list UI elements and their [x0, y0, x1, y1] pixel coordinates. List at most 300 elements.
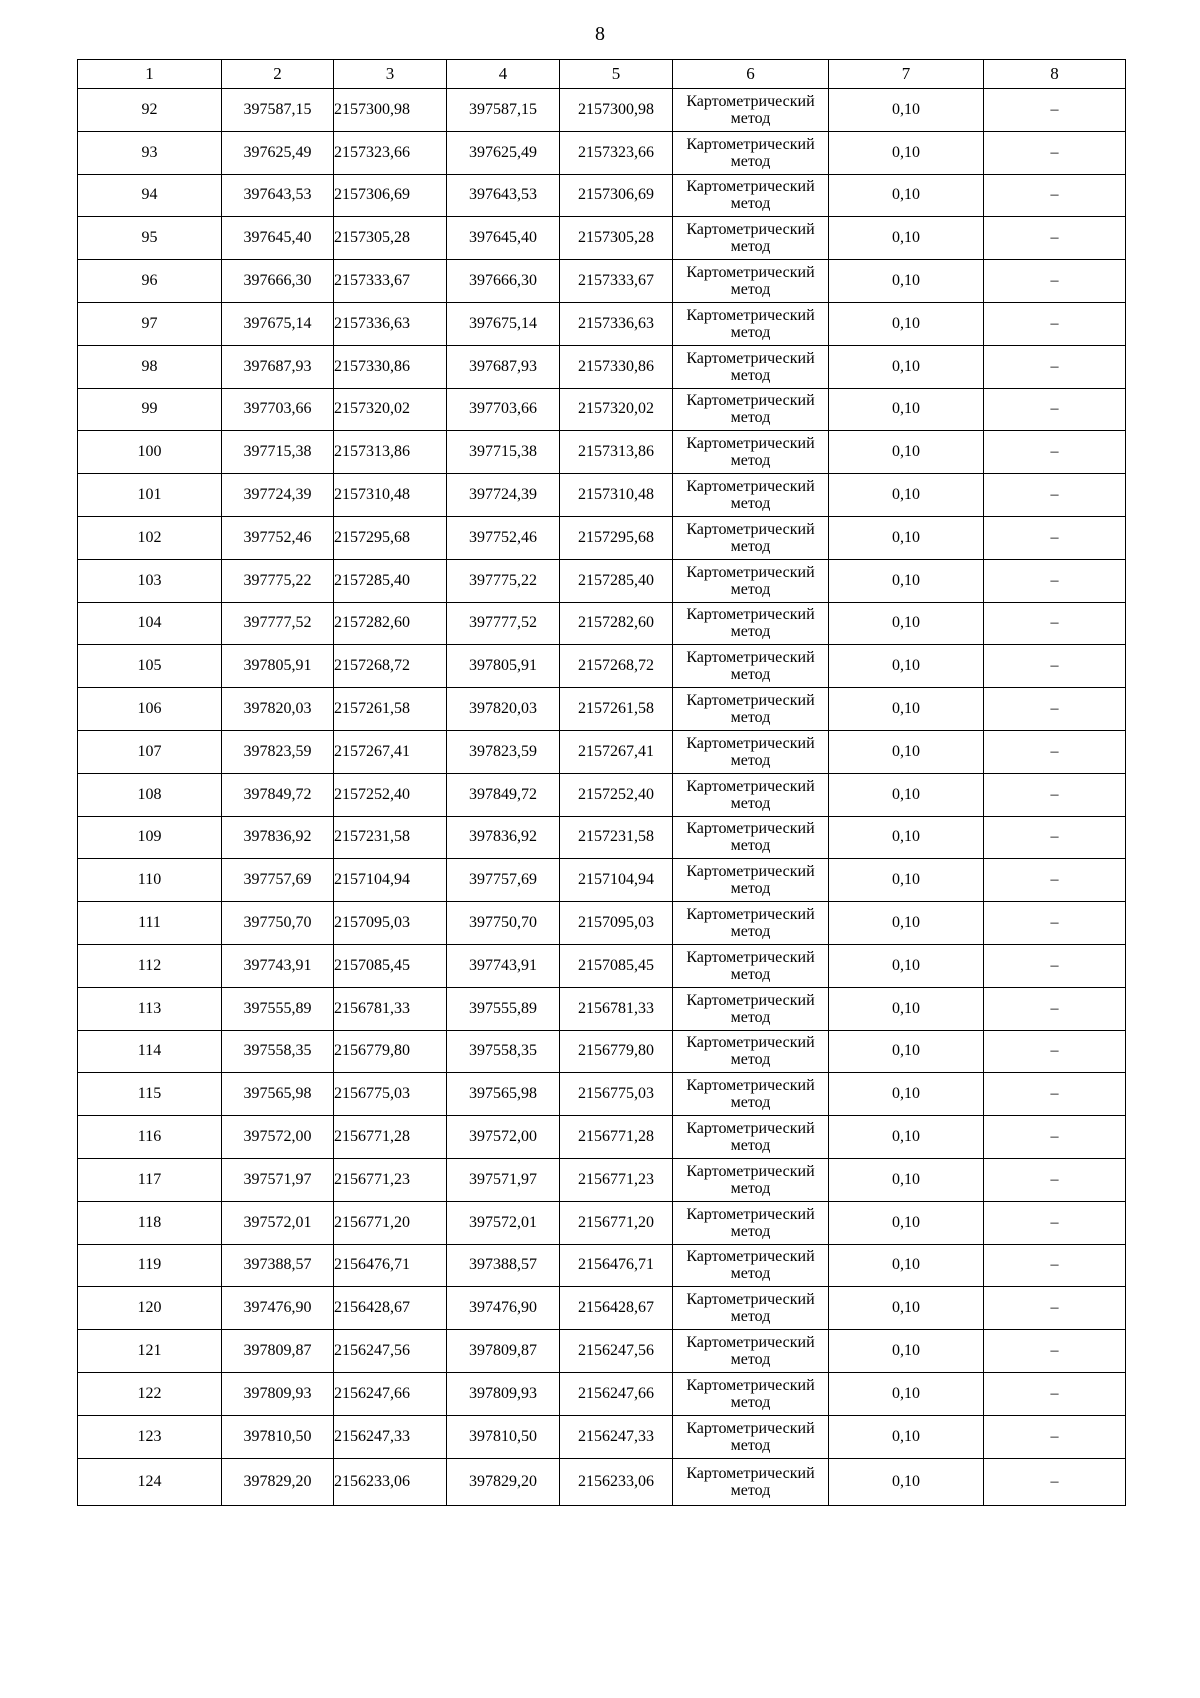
y-coordinate-cell: 2156428,67 [560, 1287, 673, 1330]
x-coordinate-cell: 397572,00 [447, 1116, 560, 1159]
header-row [78, 60, 1126, 89]
table-row [78, 902, 1126, 945]
accuracy-cell: 0,10 [829, 1244, 984, 1287]
table-row [78, 1458, 1126, 1505]
y-coordinate-cell: 2156781,33 [334, 987, 447, 1030]
y-coordinate-cell: 2157310,48 [334, 474, 447, 517]
method-cell: Картометрический метод [673, 1415, 829, 1458]
accuracy-cell: 0,10 [829, 902, 984, 945]
y-coordinate-cell: 2156771,20 [560, 1201, 673, 1244]
table-row [78, 217, 1126, 260]
x-coordinate-cell: 397750,70 [447, 902, 560, 945]
x-coordinate-cell: 397645,40 [222, 217, 334, 260]
x-coordinate-cell: 397823,59 [222, 730, 334, 773]
note-cell: – [984, 1201, 1126, 1244]
x-coordinate-cell: 397558,35 [222, 1030, 334, 1073]
table-row [78, 388, 1126, 431]
y-coordinate-cell: 2157285,40 [334, 559, 447, 602]
y-coordinate-cell: 2157231,58 [560, 816, 673, 859]
y-coordinate-cell: 2156247,66 [334, 1372, 447, 1415]
y-coordinate-cell: 2157320,02 [334, 388, 447, 431]
y-coordinate-cell: 2156771,28 [334, 1116, 447, 1159]
y-coordinate-cell: 2156233,06 [334, 1458, 447, 1505]
x-coordinate-cell: 397757,69 [222, 859, 334, 902]
table-row [78, 1287, 1126, 1330]
accuracy-cell: 0,10 [829, 131, 984, 174]
accuracy-cell: 0,10 [829, 987, 984, 1030]
point-number-cell: 122 [78, 1372, 222, 1415]
x-coordinate-cell: 397476,90 [222, 1287, 334, 1330]
method-cell: Картометрический метод [673, 1073, 829, 1116]
point-number-cell: 104 [78, 602, 222, 645]
x-coordinate-cell: 397572,00 [222, 1116, 334, 1159]
y-coordinate-cell: 2157305,28 [334, 217, 447, 260]
point-number-cell: 93 [78, 131, 222, 174]
x-coordinate-cell: 397643,53 [447, 174, 560, 217]
point-number-cell: 105 [78, 645, 222, 688]
note-cell: – [984, 388, 1126, 431]
table-row [78, 559, 1126, 602]
x-coordinate-cell: 397809,87 [447, 1330, 560, 1373]
table-row [78, 474, 1126, 517]
accuracy-cell: 0,10 [829, 1287, 984, 1330]
column-header: 7 [829, 60, 984, 89]
x-coordinate-cell: 397724,39 [447, 474, 560, 517]
method-cell: Картометрический метод [673, 1287, 829, 1330]
method-cell: Картометрический метод [673, 174, 829, 217]
y-coordinate-cell: 2157268,72 [560, 645, 673, 688]
point-number-cell: 116 [78, 1116, 222, 1159]
method-cell: Картометрический метод [673, 474, 829, 517]
method-cell: Картометрический метод [673, 1116, 829, 1159]
note-cell: – [984, 345, 1126, 388]
note-cell: – [984, 1244, 1126, 1287]
method-cell: Картометрический метод [673, 516, 829, 559]
x-coordinate-cell: 397805,91 [447, 645, 560, 688]
table-row [78, 1158, 1126, 1201]
note-cell: – [984, 944, 1126, 987]
point-number-cell: 123 [78, 1415, 222, 1458]
x-coordinate-cell: 397675,14 [447, 302, 560, 345]
y-coordinate-cell: 2157261,58 [560, 688, 673, 731]
y-coordinate-cell: 2157085,45 [334, 944, 447, 987]
x-coordinate-cell: 397625,49 [447, 131, 560, 174]
note-cell: – [984, 1287, 1126, 1330]
x-coordinate-cell: 397476,90 [447, 1287, 560, 1330]
method-cell: Картометрический метод [673, 1372, 829, 1415]
method-cell: Картометрический метод [673, 89, 829, 132]
accuracy-cell: 0,10 [829, 431, 984, 474]
accuracy-cell: 0,10 [829, 474, 984, 517]
x-coordinate-cell: 397777,52 [222, 602, 334, 645]
method-cell: Картометрический метод [673, 688, 829, 731]
accuracy-cell: 0,10 [829, 730, 984, 773]
method-cell: Картометрический метод [673, 1158, 829, 1201]
x-coordinate-cell: 397743,91 [447, 944, 560, 987]
table-row [78, 773, 1126, 816]
y-coordinate-cell: 2156247,56 [334, 1330, 447, 1373]
point-number-cell: 96 [78, 260, 222, 303]
y-coordinate-cell: 2156771,20 [334, 1201, 447, 1244]
table-row [78, 1201, 1126, 1244]
table-row [78, 944, 1126, 987]
method-cell: Картометрический метод [673, 1458, 829, 1505]
x-coordinate-cell: 397625,49 [222, 131, 334, 174]
accuracy-cell: 0,10 [829, 1372, 984, 1415]
note-cell: – [984, 902, 1126, 945]
accuracy-cell: 0,10 [829, 602, 984, 645]
x-coordinate-cell: 397820,03 [222, 688, 334, 731]
x-coordinate-cell: 397555,89 [222, 987, 334, 1030]
point-number-cell: 120 [78, 1287, 222, 1330]
y-coordinate-cell: 2157252,40 [560, 773, 673, 816]
point-number-cell: 98 [78, 345, 222, 388]
point-number-cell: 94 [78, 174, 222, 217]
method-cell: Картометрический метод [673, 1244, 829, 1287]
x-coordinate-cell: 397809,87 [222, 1330, 334, 1373]
note-cell: – [984, 302, 1126, 345]
method-cell: Картометрический метод [673, 730, 829, 773]
table-row [78, 1030, 1126, 1073]
point-number-cell: 113 [78, 987, 222, 1030]
y-coordinate-cell: 2157261,58 [334, 688, 447, 731]
point-number-cell: 117 [78, 1158, 222, 1201]
accuracy-cell: 0,10 [829, 345, 984, 388]
accuracy-cell: 0,10 [829, 559, 984, 602]
x-coordinate-cell: 397809,93 [447, 1372, 560, 1415]
method-cell: Картометрический метод [673, 902, 829, 945]
point-number-cell: 106 [78, 688, 222, 731]
x-coordinate-cell: 397775,22 [447, 559, 560, 602]
method-cell: Картометрический метод [673, 345, 829, 388]
x-coordinate-cell: 397820,03 [447, 688, 560, 731]
point-number-cell: 107 [78, 730, 222, 773]
point-number-cell: 109 [78, 816, 222, 859]
note-cell: – [984, 89, 1126, 132]
y-coordinate-cell: 2157306,69 [334, 174, 447, 217]
accuracy-cell: 0,10 [829, 1030, 984, 1073]
accuracy-cell: 0,10 [829, 1201, 984, 1244]
table-row [78, 345, 1126, 388]
x-coordinate-cell: 397809,93 [222, 1372, 334, 1415]
x-coordinate-cell: 397849,72 [447, 773, 560, 816]
point-number-cell: 119 [78, 1244, 222, 1287]
y-coordinate-cell: 2157282,60 [560, 602, 673, 645]
note-cell: – [984, 516, 1126, 559]
method-cell: Картометрический метод [673, 987, 829, 1030]
point-number-cell: 92 [78, 89, 222, 132]
y-coordinate-cell: 2157300,98 [334, 89, 447, 132]
y-coordinate-cell: 2157095,03 [560, 902, 673, 945]
column-header: 8 [984, 60, 1126, 89]
table-row [78, 1372, 1126, 1415]
x-coordinate-cell: 397724,39 [222, 474, 334, 517]
table-row [78, 516, 1126, 559]
method-cell: Картометрический метод [673, 131, 829, 174]
point-number-cell: 99 [78, 388, 222, 431]
y-coordinate-cell: 2157330,86 [334, 345, 447, 388]
x-coordinate-cell: 397743,91 [222, 944, 334, 987]
x-coordinate-cell: 397687,93 [222, 345, 334, 388]
column-header: 6 [673, 60, 829, 89]
y-coordinate-cell: 2157085,45 [560, 944, 673, 987]
x-coordinate-cell: 397757,69 [447, 859, 560, 902]
x-coordinate-cell: 397388,57 [222, 1244, 334, 1287]
note-cell: – [984, 1415, 1126, 1458]
table-row [78, 602, 1126, 645]
y-coordinate-cell: 2157300,98 [560, 89, 673, 132]
y-coordinate-cell: 2157336,63 [560, 302, 673, 345]
x-coordinate-cell: 397750,70 [222, 902, 334, 945]
note-cell: – [984, 688, 1126, 731]
x-coordinate-cell: 397703,66 [222, 388, 334, 431]
method-cell: Картометрический метод [673, 260, 829, 303]
table-row [78, 816, 1126, 859]
x-coordinate-cell: 397666,30 [222, 260, 334, 303]
accuracy-cell: 0,10 [829, 859, 984, 902]
note-cell: – [984, 1116, 1126, 1159]
y-coordinate-cell: 2156775,03 [334, 1073, 447, 1116]
method-cell: Картометрический метод [673, 431, 829, 474]
y-coordinate-cell: 2157231,58 [334, 816, 447, 859]
x-coordinate-cell: 397666,30 [447, 260, 560, 303]
x-coordinate-cell: 397836,92 [447, 816, 560, 859]
note-cell: – [984, 131, 1126, 174]
y-coordinate-cell: 2157104,94 [334, 859, 447, 902]
y-coordinate-cell: 2156779,80 [560, 1030, 673, 1073]
table-row [78, 645, 1126, 688]
x-coordinate-cell: 397810,50 [222, 1415, 334, 1458]
x-coordinate-cell: 397823,59 [447, 730, 560, 773]
page-number: 8 [595, 23, 605, 45]
x-coordinate-cell: 397849,72 [222, 773, 334, 816]
point-number-cell: 95 [78, 217, 222, 260]
x-coordinate-cell: 397571,97 [222, 1158, 334, 1201]
accuracy-cell: 0,10 [829, 260, 984, 303]
method-cell: Картометрический метод [673, 1030, 829, 1073]
y-coordinate-cell: 2157323,66 [560, 131, 673, 174]
y-coordinate-cell: 2157295,68 [560, 516, 673, 559]
note-cell: – [984, 217, 1126, 260]
y-coordinate-cell: 2156476,71 [334, 1244, 447, 1287]
column-header: 3 [334, 60, 447, 89]
table-row [78, 987, 1126, 1030]
point-number-cell: 124 [78, 1458, 222, 1505]
x-coordinate-cell: 397555,89 [447, 987, 560, 1030]
note-cell: – [984, 602, 1126, 645]
y-coordinate-cell: 2156233,06 [560, 1458, 673, 1505]
y-coordinate-cell: 2157323,66 [334, 131, 447, 174]
x-coordinate-cell: 397829,20 [222, 1458, 334, 1505]
method-cell: Картометрический метод [673, 217, 829, 260]
accuracy-cell: 0,10 [829, 688, 984, 731]
table-row [78, 431, 1126, 474]
method-cell: Картометрический метод [673, 944, 829, 987]
note-cell: – [984, 174, 1126, 217]
y-coordinate-cell: 2157268,72 [334, 645, 447, 688]
table-row [78, 131, 1126, 174]
table-row [78, 1116, 1126, 1159]
point-number-cell: 114 [78, 1030, 222, 1073]
accuracy-cell: 0,10 [829, 645, 984, 688]
x-coordinate-cell: 397752,46 [222, 516, 334, 559]
x-coordinate-cell: 397587,15 [447, 89, 560, 132]
accuracy-cell: 0,10 [829, 174, 984, 217]
y-coordinate-cell: 2157305,28 [560, 217, 673, 260]
accuracy-cell: 0,10 [829, 516, 984, 559]
y-coordinate-cell: 2156247,33 [334, 1415, 447, 1458]
table-row [78, 1330, 1126, 1373]
y-coordinate-cell: 2157252,40 [334, 773, 447, 816]
x-coordinate-cell: 397777,52 [447, 602, 560, 645]
x-coordinate-cell: 397805,91 [222, 645, 334, 688]
method-cell: Картометрический метод [673, 388, 829, 431]
y-coordinate-cell: 2156428,67 [334, 1287, 447, 1330]
y-coordinate-cell: 2156247,33 [560, 1415, 673, 1458]
point-number-cell: 112 [78, 944, 222, 987]
note-cell: – [984, 816, 1126, 859]
table-row [78, 174, 1126, 217]
column-header: 2 [222, 60, 334, 89]
method-cell: Картометрический метод [673, 559, 829, 602]
note-cell: – [984, 730, 1126, 773]
accuracy-cell: 0,10 [829, 1330, 984, 1373]
x-coordinate-cell: 397675,14 [222, 302, 334, 345]
note-cell: – [984, 645, 1126, 688]
note-cell: – [984, 859, 1126, 902]
note-cell: – [984, 260, 1126, 303]
y-coordinate-cell: 2157282,60 [334, 602, 447, 645]
point-number-cell: 100 [78, 431, 222, 474]
x-coordinate-cell: 397829,20 [447, 1458, 560, 1505]
x-coordinate-cell: 397645,40 [447, 217, 560, 260]
x-coordinate-cell: 397558,35 [447, 1030, 560, 1073]
note-cell: – [984, 1372, 1126, 1415]
y-coordinate-cell: 2157295,68 [334, 516, 447, 559]
point-number-cell: 102 [78, 516, 222, 559]
accuracy-cell: 0,10 [829, 1415, 984, 1458]
table-row [78, 260, 1126, 303]
y-coordinate-cell: 2156247,56 [560, 1330, 673, 1373]
method-cell: Картометрический метод [673, 1330, 829, 1373]
point-number-cell: 115 [78, 1073, 222, 1116]
point-number-cell: 97 [78, 302, 222, 345]
x-coordinate-cell: 397572,01 [447, 1201, 560, 1244]
x-coordinate-cell: 397703,66 [447, 388, 560, 431]
y-coordinate-cell: 2157267,41 [560, 730, 673, 773]
x-coordinate-cell: 397565,98 [447, 1073, 560, 1116]
point-number-cell: 110 [78, 859, 222, 902]
method-cell: Картометрический метод [673, 859, 829, 902]
method-cell: Картометрический метод [673, 645, 829, 688]
x-coordinate-cell: 397643,53 [222, 174, 334, 217]
table-row [78, 1073, 1126, 1116]
accuracy-cell: 0,10 [829, 944, 984, 987]
x-coordinate-cell: 397810,50 [447, 1415, 560, 1458]
x-coordinate-cell: 397571,97 [447, 1158, 560, 1201]
x-coordinate-cell: 397587,15 [222, 89, 334, 132]
accuracy-cell: 0,10 [829, 1073, 984, 1116]
x-coordinate-cell: 397687,93 [447, 345, 560, 388]
accuracy-cell: 0,10 [829, 773, 984, 816]
note-cell: – [984, 773, 1126, 816]
point-number-cell: 101 [78, 474, 222, 517]
note-cell: – [984, 1330, 1126, 1373]
y-coordinate-cell: 2156779,80 [334, 1030, 447, 1073]
note-cell: – [984, 431, 1126, 474]
table-row [78, 730, 1126, 773]
point-number-cell: 103 [78, 559, 222, 602]
method-cell: Картометрический метод [673, 602, 829, 645]
y-coordinate-cell: 2157267,41 [334, 730, 447, 773]
y-coordinate-cell: 2156771,23 [334, 1158, 447, 1201]
note-cell: – [984, 474, 1126, 517]
table-row [78, 89, 1126, 132]
y-coordinate-cell: 2157313,86 [560, 431, 673, 474]
accuracy-cell: 0,10 [829, 217, 984, 260]
accuracy-cell: 0,10 [829, 89, 984, 132]
y-coordinate-cell: 2157285,40 [560, 559, 673, 602]
column-header: 5 [560, 60, 673, 89]
note-cell: – [984, 1458, 1126, 1505]
x-coordinate-cell: 397752,46 [447, 516, 560, 559]
table-row [78, 859, 1126, 902]
y-coordinate-cell: 2156476,71 [560, 1244, 673, 1287]
accuracy-cell: 0,10 [829, 388, 984, 431]
y-coordinate-cell: 2156781,33 [560, 987, 673, 1030]
x-coordinate-cell: 397565,98 [222, 1073, 334, 1116]
x-coordinate-cell: 397775,22 [222, 559, 334, 602]
x-coordinate-cell: 397572,01 [222, 1201, 334, 1244]
point-number-cell: 118 [78, 1201, 222, 1244]
note-cell: – [984, 987, 1126, 1030]
y-coordinate-cell: 2157330,86 [560, 345, 673, 388]
y-coordinate-cell: 2157320,02 [560, 388, 673, 431]
y-coordinate-cell: 2156771,28 [560, 1116, 673, 1159]
column-header: 1 [78, 60, 222, 89]
note-cell: – [984, 1030, 1126, 1073]
y-coordinate-cell: 2157095,03 [334, 902, 447, 945]
y-coordinate-cell: 2156771,23 [560, 1158, 673, 1201]
method-cell: Картометрический метод [673, 302, 829, 345]
y-coordinate-cell: 2157306,69 [560, 174, 673, 217]
y-coordinate-cell: 2156775,03 [560, 1073, 673, 1116]
column-header: 4 [447, 60, 560, 89]
x-coordinate-cell: 397836,92 [222, 816, 334, 859]
accuracy-cell: 0,10 [829, 302, 984, 345]
table-row [78, 1244, 1126, 1287]
y-coordinate-cell: 2157336,63 [334, 302, 447, 345]
method-cell: Картометрический метод [673, 816, 829, 859]
accuracy-cell: 0,10 [829, 816, 984, 859]
y-coordinate-cell: 2156247,66 [560, 1372, 673, 1415]
method-cell: Картометрический метод [673, 1201, 829, 1244]
note-cell: – [984, 1073, 1126, 1116]
accuracy-cell: 0,10 [829, 1158, 984, 1201]
point-number-cell: 111 [78, 902, 222, 945]
note-cell: – [984, 1158, 1126, 1201]
note-cell: – [984, 559, 1126, 602]
x-coordinate-cell: 397715,38 [222, 431, 334, 474]
accuracy-cell: 0,10 [829, 1116, 984, 1159]
table-row [78, 688, 1126, 731]
y-coordinate-cell: 2157104,94 [560, 859, 673, 902]
x-coordinate-cell: 397715,38 [447, 431, 560, 474]
y-coordinate-cell: 2157333,67 [560, 260, 673, 303]
x-coordinate-cell: 397388,57 [447, 1244, 560, 1287]
point-number-cell: 108 [78, 773, 222, 816]
point-number-cell: 121 [78, 1330, 222, 1373]
